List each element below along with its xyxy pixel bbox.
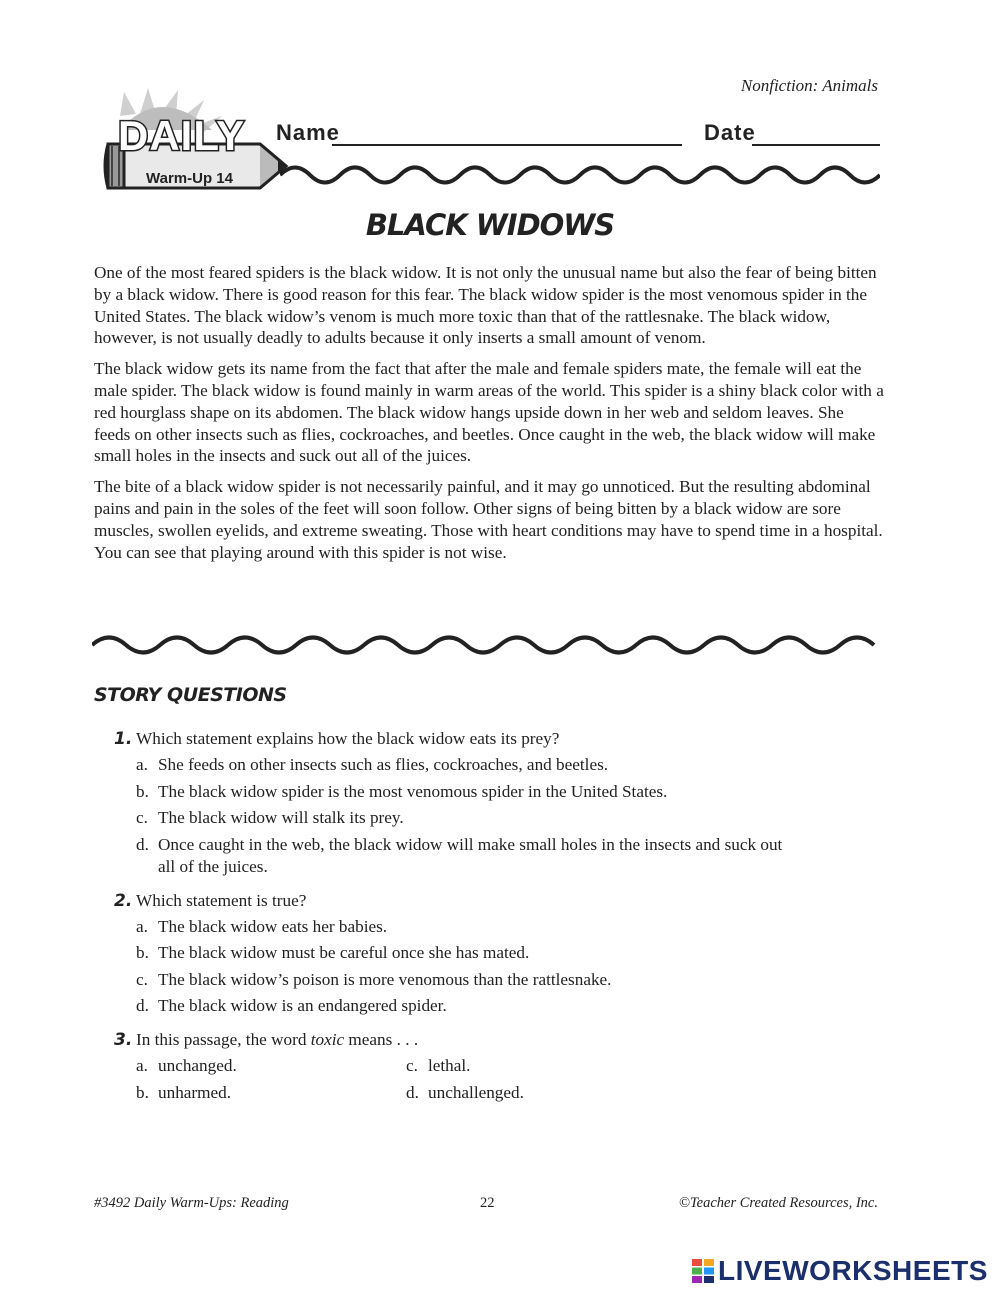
answer-option[interactable] <box>136 916 894 938</box>
option-text: The black widow must be careful once she has mated. <box>158 943 530 962</box>
liveworksheets-watermark <box>692 1254 988 1288</box>
answer-option[interactable] <box>136 834 894 878</box>
answer-option[interactable] <box>136 807 894 829</box>
story-questions-heading: STORY QUESTIONS <box>94 684 287 706</box>
question-number: 3. <box>114 1030 133 1050</box>
name-date-row <box>276 118 880 152</box>
option-letter: c. <box>406 1056 418 1075</box>
date-field[interactable] <box>752 144 880 146</box>
option-letter: b. <box>136 1082 149 1102</box>
option-text: The black widow will stalk its prey. <box>158 808 404 827</box>
option-letter: d. <box>136 996 149 1015</box>
question-stem-part: In this passage, the word <box>136 1030 311 1049</box>
option-text: The black widow spider is the most venomous spider in the United States. <box>158 781 668 801</box>
question-2 <box>114 890 894 1018</box>
answer-option[interactable] <box>136 781 894 803</box>
logo-subtitle: Warm-Up 14 <box>146 170 233 187</box>
option-letter: c. <box>136 969 148 989</box>
option-text: The black widow eats her babies. <box>158 916 388 936</box>
question-stem: Which statement is true? <box>136 890 307 910</box>
option-text: The black widow’s poison is more venomous than the rattlesnake. <box>158 969 612 989</box>
option-letter: d. <box>136 834 149 854</box>
daily-warmup-logo <box>100 84 290 194</box>
answer-option[interactable] <box>136 1082 406 1104</box>
question-stem-keyword: toxic <box>310 1030 345 1049</box>
answer-option[interactable] <box>136 1055 406 1077</box>
liveworksheets-icon <box>692 1259 714 1283</box>
footer-page-number: 22 <box>480 1195 495 1211</box>
option-text: unchanged. <box>158 1056 237 1075</box>
answer-option[interactable] <box>406 1082 706 1104</box>
answer-option[interactable] <box>136 942 894 964</box>
question-3 <box>114 1029 894 1104</box>
option-text: The black widow is an endangered spider. <box>158 996 447 1015</box>
category-label: Nonfiction: Animals <box>740 76 878 95</box>
option-text: unchallenged. <box>428 1082 524 1102</box>
questions-list <box>114 728 894 1116</box>
question-stem-part: means . . . <box>344 1030 419 1049</box>
wave-divider-top <box>280 160 880 190</box>
question-stem <box>136 1029 418 1051</box>
page-title: BLACK WIDOWS <box>365 208 615 242</box>
question-number: 1. <box>114 729 133 749</box>
option-letter: a. <box>136 755 148 774</box>
wave-divider-middle <box>92 630 880 660</box>
answer-option[interactable] <box>136 995 894 1017</box>
option-letter: c. <box>136 808 148 827</box>
footer-copyright: ©Teacher Created Resources, Inc. <box>678 1195 878 1211</box>
name-field[interactable] <box>332 144 682 146</box>
option-letter: a. <box>136 916 148 936</box>
liveworksheets-text: LIVEWORKSHEETS <box>718 1255 988 1286</box>
passage-paragraph: One of the most feared spiders is the black widow. It is not only the unusual name but also the fear of being bitten by a black widow. There is good reason for this fear. The black widow spider is the most venomous spider in the United States. The black widow’s venom is much more toxic than that of the rattlesnake. The black widow, however, is not usually deadly to adults because it only inserts a small amount of venom. <box>94 263 877 348</box>
reading-passage <box>94 262 884 572</box>
option-text: unharmed. <box>158 1082 232 1102</box>
logo-word: DAILY <box>118 112 246 159</box>
option-text: Once caught in the web, the black widow will make small holes in the insects and suck out all of the juices. <box>158 834 783 876</box>
option-letter: b. <box>136 943 149 962</box>
question-stem: Which statement explains how the black widow eats its prey? <box>136 729 560 748</box>
date-label: Date <box>704 120 756 145</box>
name-label: Name <box>276 120 340 145</box>
option-letter: b. <box>136 781 149 801</box>
passage-paragraph: The bite of a black widow spider is not necessarily painful, and it may go unnoticed. But the resulting abdominal pains and pain in the soles of the feet will soon follow. Other signs of being bitten by a black widow are sore muscles, swollen eyelids, and extreme sweating. Those with heart conditions may have to spend time in a hospital. You can see that playing around with this spider is not wise. <box>94 477 883 562</box>
answer-option[interactable] <box>136 754 894 776</box>
answer-option[interactable] <box>406 1055 706 1077</box>
answer-option[interactable] <box>136 969 894 991</box>
option-text: lethal. <box>428 1056 471 1075</box>
question-1 <box>114 728 894 878</box>
passage-paragraph: The black widow gets its name from the fact that after the male and female spiders mate, the female will eat the male spider. The black widow is found mainly in warm areas of the world. This spider is a shiny black color with a red hourglass shape on its abdomen. The black widow hangs upside down in her web and seldom leaves. She feeds on other insects such as flies, cockroaches, and beetles. Once caught in the web, the black widow will make small holes in the insects and suck out all of the juices. <box>94 359 884 466</box>
footer-book-title: #3492 Daily Warm-Ups: Reading <box>94 1195 289 1211</box>
option-text: She feeds on other insects such as flies, cockroaches, and beetles. <box>158 755 609 774</box>
question-number: 2. <box>114 890 133 911</box>
option-letter: a. <box>136 1056 148 1075</box>
option-letter: d. <box>406 1082 419 1102</box>
